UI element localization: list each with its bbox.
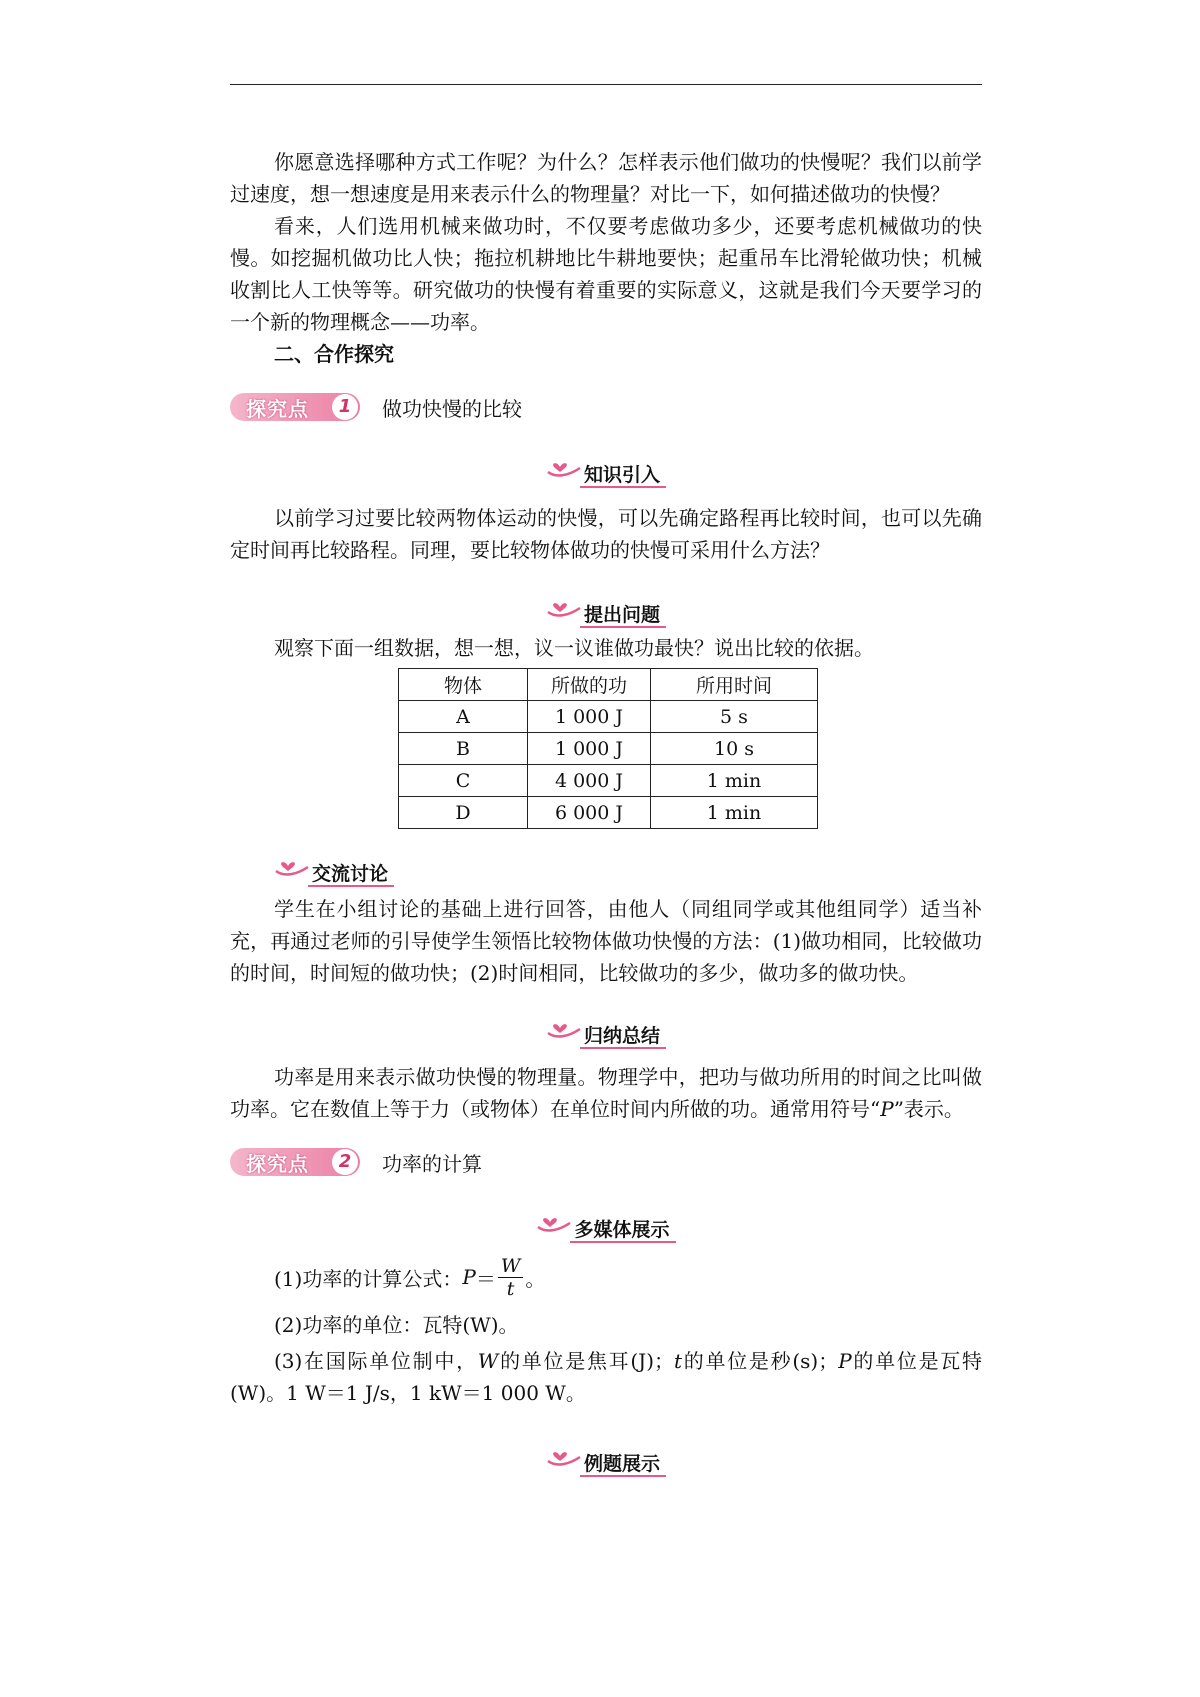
table-cell: 10 s [651, 733, 818, 765]
work-data-table [398, 668, 818, 829]
table-cell: 5 s [651, 701, 818, 733]
discussion-heading [230, 849, 982, 889]
formula-end: 。 [525, 1266, 546, 1291]
example-heading [230, 1439, 982, 1479]
si-text-part: 的单位是焦耳(J)； [498, 1349, 675, 1373]
table-row [399, 733, 818, 765]
explore-point-title: 做功快慢的比较 [382, 396, 522, 421]
sub-heading-text: 多媒体展示 [570, 1219, 675, 1243]
fraction-numerator: W [498, 1255, 524, 1278]
heart-swoosh-icon [536, 1209, 572, 1235]
table-header-row [399, 669, 818, 701]
table-cell: 1 min [651, 765, 818, 797]
heart-swoosh-icon [546, 1015, 582, 1041]
summary-heading [230, 1011, 982, 1051]
question-heading [230, 590, 982, 630]
table-row [399, 765, 818, 797]
sub-heading-text: 归纳总结 [580, 1025, 666, 1049]
formula-lhs: P [462, 1265, 476, 1289]
table-header-cell: 物体 [399, 669, 528, 701]
explore-point-1 [230, 384, 982, 430]
explore-point-title: 功率的计算 [382, 1151, 482, 1176]
power-formula [230, 1245, 982, 1309]
si-units-text [230, 1345, 982, 1409]
sub-heading-text: 例题展示 [580, 1453, 666, 1477]
intro-paragraph-1: 你愿意选择哪种方式工作呢？为什么？怎样表示他们做功的快慢呢？我们以前学过速度，想一想速度是用来表示什么的物理量？对比一下，如何描述做功的快慢？ [230, 150, 982, 206]
table-cell: A [399, 701, 528, 733]
table-header-cell: 所做的功 [528, 669, 651, 701]
heart-swoosh-icon [546, 594, 582, 620]
table-cell: 6 000 J [528, 797, 651, 829]
intro-paragraph-2: 看来，人们选用机械来做功时，不仅要考虑做功多少，还要考虑机械做功的快慢。如挖掘机做功比人快；拖拉机耕地比牛耕地要快；起重吊车比滑轮做功快；机械收割比人工快等等。研究做功的快慢有着重要的实际意义，这就是我们今天要学习的一个新的物理概念——功率。 [230, 214, 982, 334]
si-text-part: 的单位是瓦特(W)。1 W＝1 J/s，1 kW＝1 000 W。 [230, 1349, 983, 1405]
table-cell: 1 000 J [528, 701, 651, 733]
formula-equals: ＝ [475, 1266, 496, 1291]
table-row [399, 797, 818, 829]
explore-point-badge [230, 393, 360, 421]
media-heading [230, 1205, 982, 1245]
table-cell: 1 000 J [528, 733, 651, 765]
table-row [399, 701, 818, 733]
section-heading: 二、合作探究 [274, 342, 394, 366]
summary-text [230, 1061, 982, 1125]
fraction-denominator: t [506, 1277, 515, 1300]
badge-label: 探究点 [246, 396, 309, 421]
sub-heading-text: 提出问题 [580, 604, 666, 628]
table-cell: C [399, 765, 528, 797]
si-text-part: 的单位是秒(s)； [682, 1349, 839, 1373]
formula-label: (1)功率的计算公式： [274, 1266, 463, 1291]
table-cell: 1 min [651, 797, 818, 829]
knowledge-intro-heading [230, 450, 982, 490]
power-symbol: P [880, 1097, 894, 1121]
si-text-part: (3)在国际单位制中， [274, 1349, 478, 1373]
power-symbol: P [838, 1349, 852, 1373]
table-cell: B [399, 733, 528, 765]
summary-text-part: 功率是用来表示做功快慢的物理量。物理学中，把功与做功所用的时间之比叫做功率。它在数值上等于力（或物体）在单位时间内所做的功。通常用符号“ [230, 1065, 982, 1121]
table-cell: 4 000 J [528, 765, 651, 797]
work-symbol: W [477, 1349, 499, 1373]
badge-label: 探究点 [246, 1151, 309, 1176]
header-rule [230, 84, 982, 85]
sub-heading-text: 交流讨论 [308, 863, 394, 887]
table-cell: D [399, 797, 528, 829]
knowledge-intro-text: 以前学习过要比较两物体运动的快慢，可以先确定路程再比较时间，也可以先确定时间再比较路程。同理，要比较物体做功的快慢可采用什么方法？ [230, 506, 982, 562]
sub-heading-text: 知识引入 [580, 464, 666, 488]
time-symbol: t [674, 1349, 683, 1373]
summary-text-part: ”表示。 [893, 1097, 964, 1121]
badge-number: 1 [332, 394, 358, 420]
heart-swoosh-icon [546, 1443, 582, 1469]
question-text: 观察下面一组数据，想一想，议一议谁做功最快？说出比较的依据。 [274, 636, 874, 660]
page-content [230, 146, 982, 1479]
unit-text: (2)功率的单位：瓦特(W)。 [274, 1313, 519, 1337]
badge-number: 2 [332, 1149, 358, 1175]
discussion-text: 学生在小组讨论的基础上进行回答，由他人（同组同学或其他组同学）适当补充，再通过老师的引导使学生领悟比较物体做功快慢的方法：(1)做功相同，比较做功的时间，时间短的做功快；(2)时间相同，比较做功的多少，做功多的做功快。 [230, 897, 982, 985]
explore-point-badge [230, 1148, 360, 1176]
heart-swoosh-icon [274, 853, 310, 879]
heart-swoosh-icon [546, 454, 582, 480]
formula-fraction [498, 1255, 524, 1300]
table-header-cell: 所用时间 [651, 669, 818, 701]
explore-point-2 [230, 1139, 982, 1185]
